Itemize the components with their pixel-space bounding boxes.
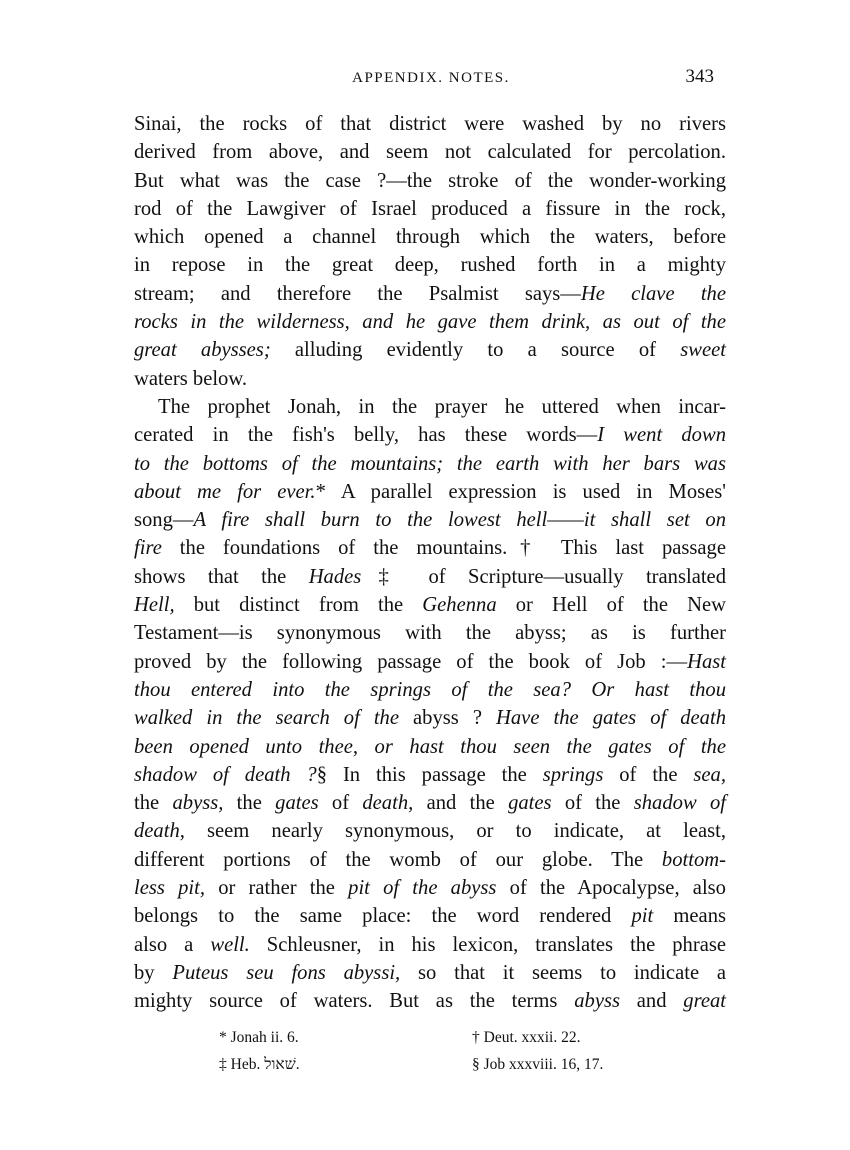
running-title: APPENDIX. NOTES. (352, 70, 510, 86)
italic-span: pit of the abyss (348, 877, 497, 900)
italic-span: springs (542, 763, 604, 786)
text-span: different portions of the womb of our globe. The (134, 848, 662, 871)
text-span: cerated in the fish's belly, has these words— (134, 424, 598, 447)
text-span: proved by the following passage of the book of Job :— (134, 650, 688, 673)
text-span: or Hell of the New (496, 594, 726, 617)
text-span: § In this passage the (316, 763, 543, 786)
text-span: Schleusner, in his lexicon, translates the phrase (249, 933, 726, 956)
page-number: 343 (685, 66, 714, 87)
italic-span: Hast (687, 650, 726, 673)
text-span: alluding evidently to a source of (270, 339, 681, 362)
italic-span: gates (508, 792, 552, 815)
paragraph-1 (134, 110, 726, 393)
text-span: ‡ of Scripture—usually translated (361, 565, 726, 588)
italic-span: shadow of death ? (134, 763, 317, 786)
italic-span: pit (631, 905, 654, 928)
italic-span: Gehenna (422, 594, 497, 617)
text-line (134, 676, 726, 704)
text-span: the foundations of the mountains.† This last passage (161, 537, 726, 560)
italic-span: death, (362, 792, 414, 815)
text-line: rod of the Lawgiver of Israel produced a fissure in the rock, (134, 197, 726, 220)
italic-span: I went down (597, 424, 726, 447)
italic-span: abyss (574, 990, 620, 1013)
text-span: and (619, 990, 684, 1013)
text-line (134, 704, 726, 732)
text-line (134, 421, 726, 449)
text-line: Testament—is synonymous with the abyss; as is further (134, 622, 726, 645)
text-line: in repose in the great deep, rushed forth in a mighty (134, 254, 726, 277)
italic-span: walked in the search of the (134, 707, 399, 730)
italic-span: about me for ever. (134, 480, 316, 503)
text-span: the (134, 792, 173, 815)
text-line: The prophet Jonah, in the prayer he uttered when incar- (158, 395, 726, 418)
text-span: shows that the (134, 565, 309, 588)
footnote-heb: ‡ Heb. שׁאול. (219, 1056, 300, 1073)
text-line (134, 506, 726, 534)
italic-span: A fire shall burn to the lowest hell——it shall set on (193, 509, 726, 532)
text-span: the (223, 792, 276, 815)
text-line (134, 450, 726, 478)
text-line (134, 846, 726, 874)
text-span: by (134, 961, 173, 984)
italic-span: He clave the (580, 282, 726, 305)
text-span: belongs to the same place: the word rendered (134, 905, 632, 928)
text-line: waters below. (134, 367, 248, 390)
text-span: stream; and therefore the Psalmist says— (134, 282, 581, 305)
italic-span: abyss, (172, 792, 224, 815)
text-line (134, 563, 726, 591)
text-line (134, 902, 726, 930)
text-span: means (653, 905, 727, 928)
italic-span: sweet (680, 339, 726, 362)
text-span: but distinct from the (174, 594, 423, 617)
text-span: song— (134, 509, 194, 532)
text-line: which opened a channel through which the waters, before (134, 226, 726, 249)
text-line (134, 308, 726, 336)
text-span: or rather the (204, 877, 349, 900)
italic-span: to the bottoms of the mountains; the earth with her bars was (134, 452, 726, 475)
text-span: of the (551, 792, 634, 815)
text-line (134, 534, 726, 562)
footnote-job: § Job xxxviii. 16, 17. (472, 1056, 604, 1073)
italic-span: rocks in the wilderness, and he gave them drink, as out of the (134, 311, 726, 334)
italic-span: shadow of (633, 792, 727, 815)
text-span: * A parallel expression is used in Moses' (315, 480, 727, 503)
italic-span: fire (134, 537, 162, 560)
italic-span: gates (275, 792, 319, 815)
italic-span: sea, (693, 763, 726, 786)
footnote-deut: † Deut. xxxii. 22. (472, 1029, 581, 1046)
italic-span: Puteus seu fons abyssi, (172, 961, 401, 984)
italic-span: well. (210, 933, 250, 956)
text-span: of the (603, 763, 694, 786)
text-span: also a (134, 933, 211, 956)
text-span: and the (413, 792, 509, 815)
text-line (134, 959, 726, 987)
italic-span: Have the gates of death (496, 707, 726, 730)
text-span: of the Apocalypse, also (496, 877, 726, 900)
text-line: derived from above, and seem not calculated for percolation. (134, 141, 726, 164)
text-line (134, 789, 726, 817)
text-line (134, 591, 726, 619)
text-line (134, 336, 726, 364)
text-span: seem nearly synonymous, or to indicate, at least, (184, 820, 726, 843)
text-line (134, 987, 726, 1015)
page-body (134, 110, 726, 1016)
italic-span: great abysses; (134, 339, 271, 362)
italic-span: thou entered into the springs of the sea? Or hast thou (134, 678, 726, 701)
page-header (134, 66, 728, 90)
footnote-jonah: * Jonah ii. 6. (219, 1029, 299, 1046)
italic-span: great (683, 990, 726, 1013)
text-line (134, 280, 726, 308)
italic-span: Hell, (134, 594, 175, 617)
text-line: Sinai, the rocks of that district were washed by no rivers (134, 113, 726, 135)
text-span: so that it seems to indicate a (400, 961, 727, 984)
text-line (134, 931, 726, 959)
italic-span: been opened unto thee, or hast thou seen the gates of the (134, 735, 726, 758)
paragraph-2 (134, 393, 726, 1016)
text-line (134, 874, 726, 902)
text-span: of (318, 792, 363, 815)
italic-span: death, (134, 820, 185, 843)
text-line (134, 817, 726, 845)
italic-span: bottom- (661, 848, 726, 871)
text-line (134, 478, 726, 506)
italic-span: Hades (308, 565, 362, 588)
text-line (134, 648, 726, 676)
text-span: mighty source of waters. But as the terms (134, 990, 575, 1013)
text-line (134, 733, 726, 761)
text-span: abyss ? (399, 707, 497, 730)
text-line: But what was the case ?—the stroke of the wonder-working (134, 169, 726, 192)
italic-span: less pit, (134, 877, 205, 900)
text-line (134, 761, 726, 789)
